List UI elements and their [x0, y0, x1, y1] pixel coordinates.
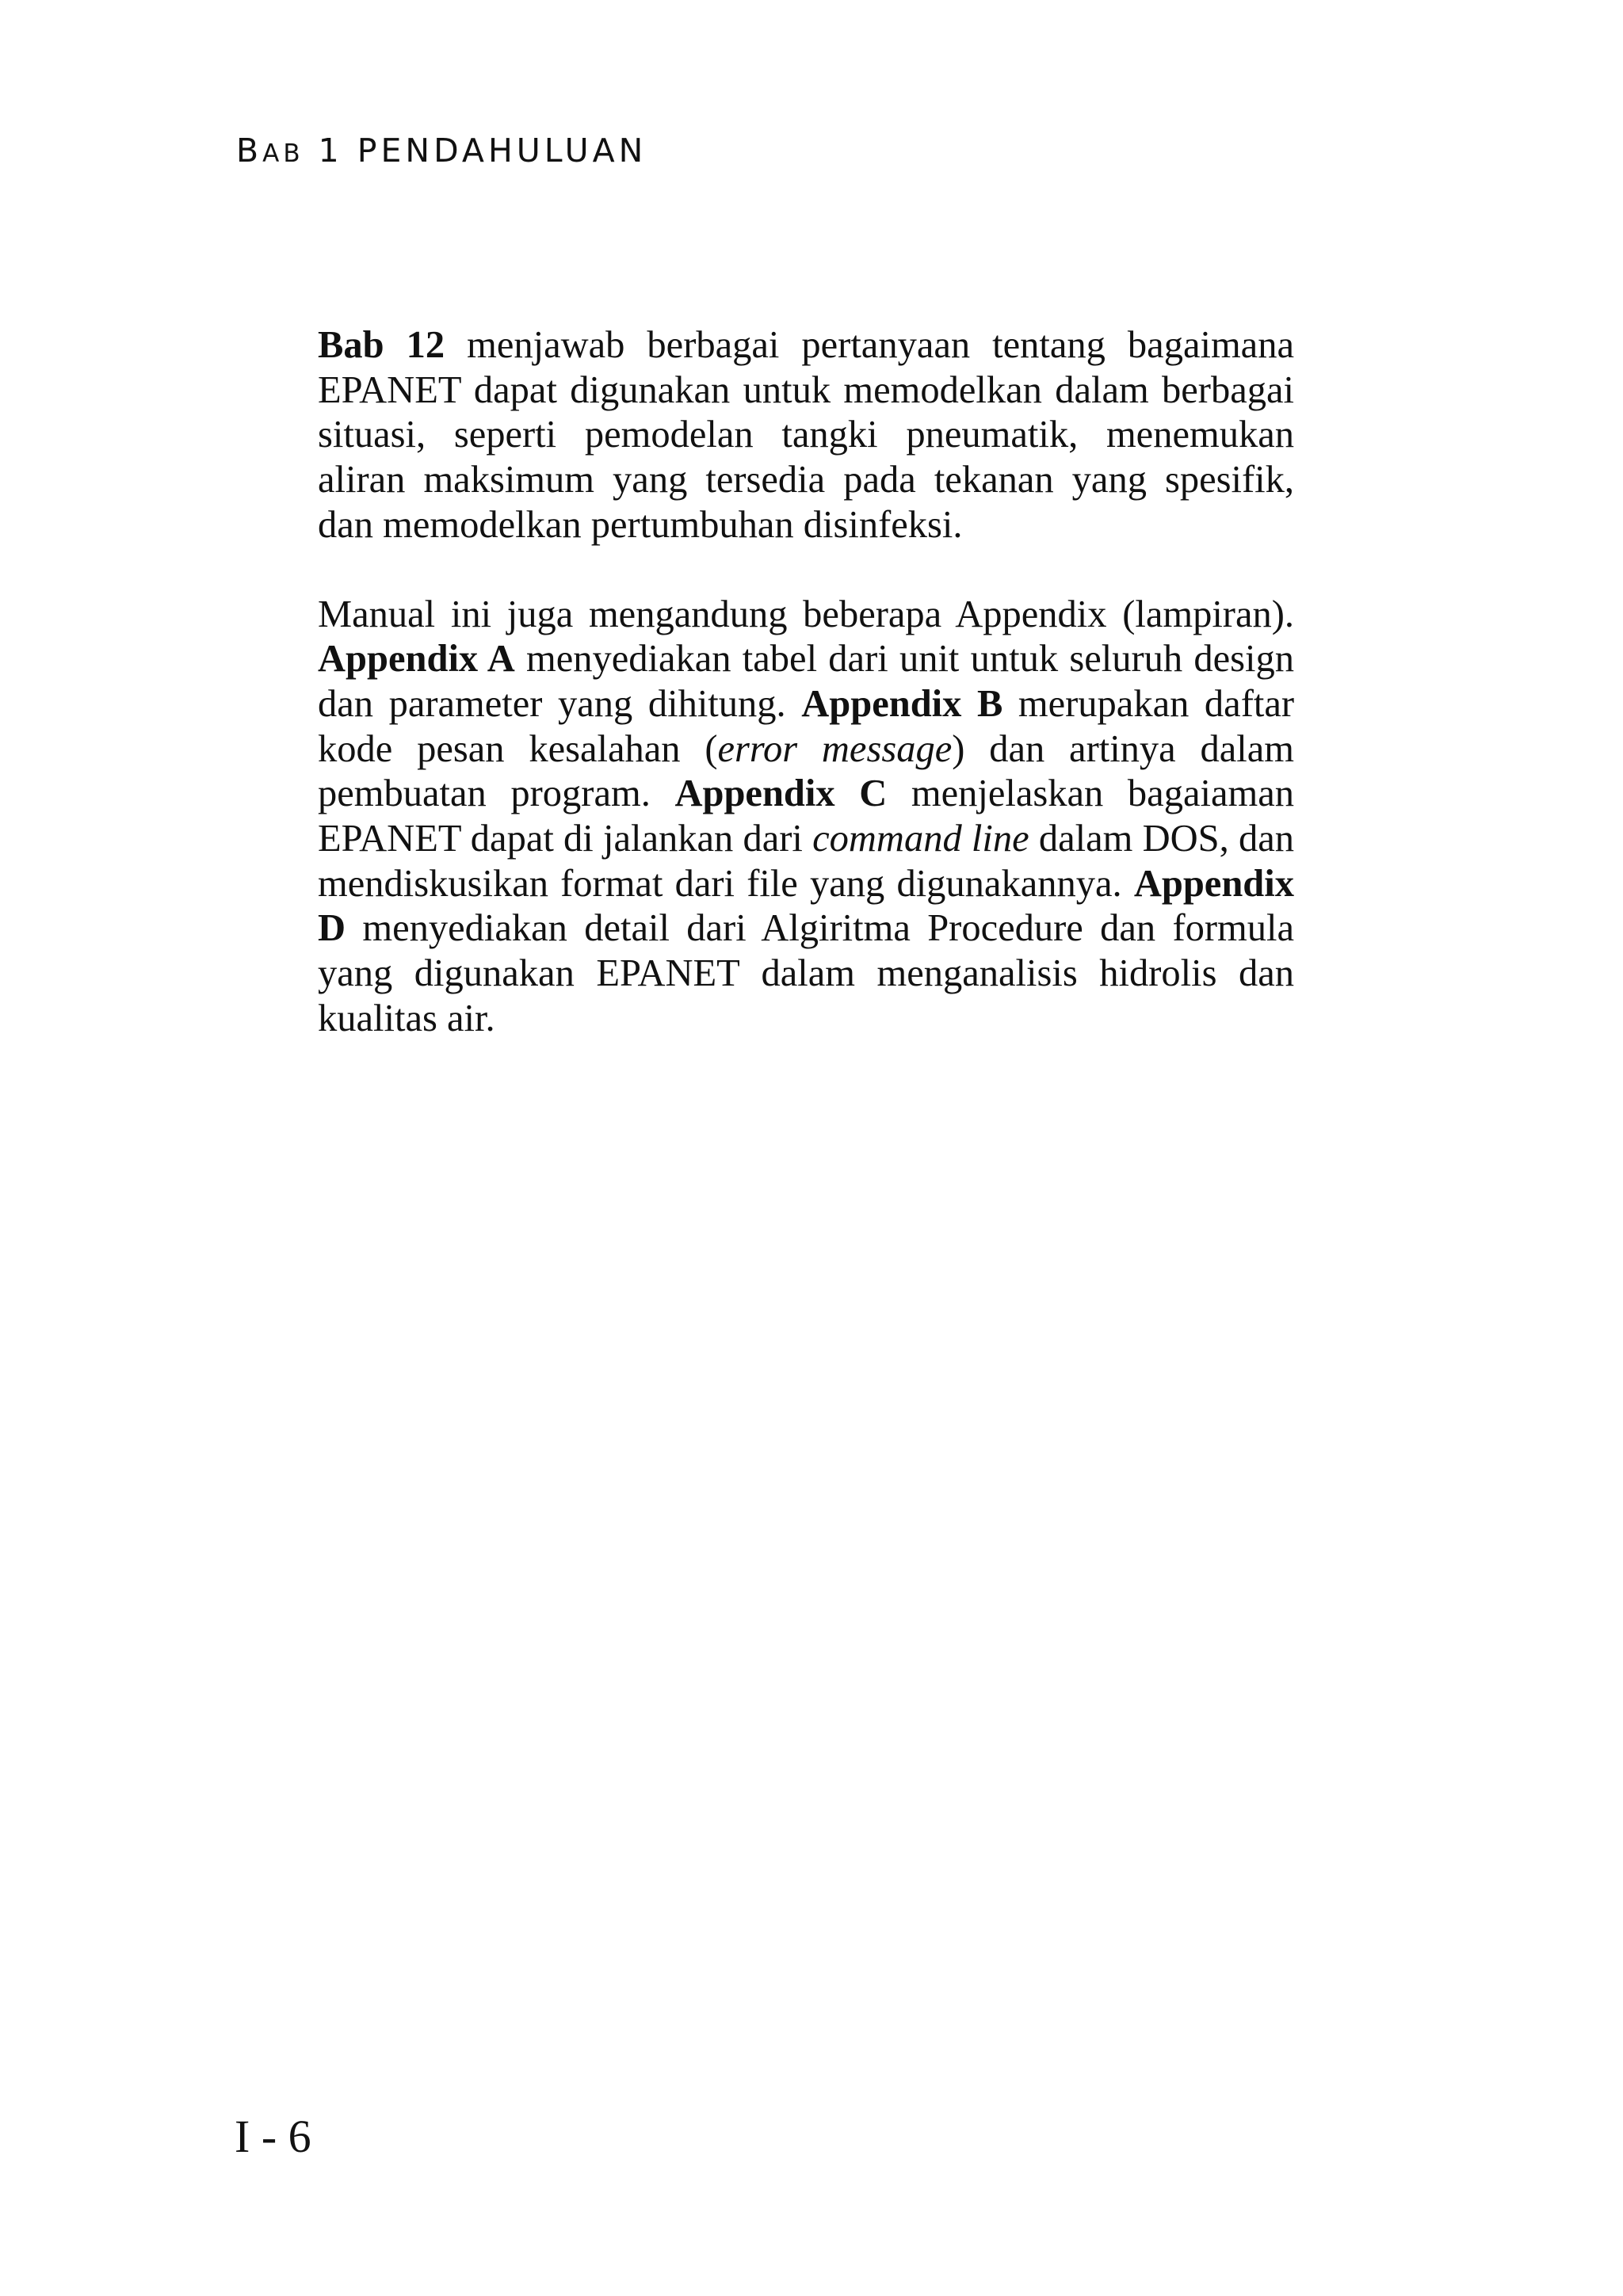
running-header-rest: 1 PENDAHULUAN — [304, 132, 647, 170]
bold-term-appendix-a: Appendix A — [318, 638, 515, 681]
italic-term-error-message: error message — [717, 727, 953, 770]
paragraph-text: menjawab berbagai pertanyaan tentang bagaimana EPANET dapat digunakan untuk memodelkan dalam berbagai situasi, seperti pemodelan tangki pneumatik, menemukan aliran maksimum yang tersedia pada tekanan yang spesifik, dan memodelkan pertumbuhan disinfeksi. — [318, 324, 1294, 546]
running-header-small-caps: AB — [262, 139, 304, 168]
paragraph-text: menyediakan tabel dari unit untuk seluruh design dan parameter yang dihitung. — [318, 638, 1294, 725]
paragraph-text: menjelaskan bagaiaman EPANET dapat di jalankan dari — [318, 772, 1294, 860]
paragraph-appendix — [318, 593, 1294, 1042]
paragraph-text: merupakan daftar kode pesan kesalahan ( — [318, 682, 1294, 770]
body-text — [318, 323, 1294, 1042]
paragraph-text: menyediakan detail dari Algiritma Procedure dan formula yang digunakan EPANET dalam menganalisis hidrolis dan kualitas air. — [318, 907, 1294, 1039]
paragraph-text: Manual ini juga mengandung beberapa Appendix (lampiran). — [318, 593, 1294, 635]
paragraph-text: ) dan artinya dalam pembuatan program. — [318, 727, 1295, 815]
bold-term-appendix-c: Appendix C — [674, 772, 888, 815]
running-header — [236, 132, 647, 170]
paragraph-text: dalam DOS, dan mendiskusikan format dari file yang digunakannya. — [318, 818, 1294, 905]
bold-term-appendix-b: Appendix B — [801, 682, 1003, 725]
bold-term-appendix-d: Appendix D — [318, 862, 1294, 950]
paragraph-chapter-12 — [318, 323, 1294, 548]
page-number: I - 6 — [235, 2111, 311, 2162]
italic-term-command-line: command line — [812, 818, 1029, 860]
bold-term: Bab 12 — [318, 324, 445, 366]
running-header-initial: B — [236, 132, 263, 170]
